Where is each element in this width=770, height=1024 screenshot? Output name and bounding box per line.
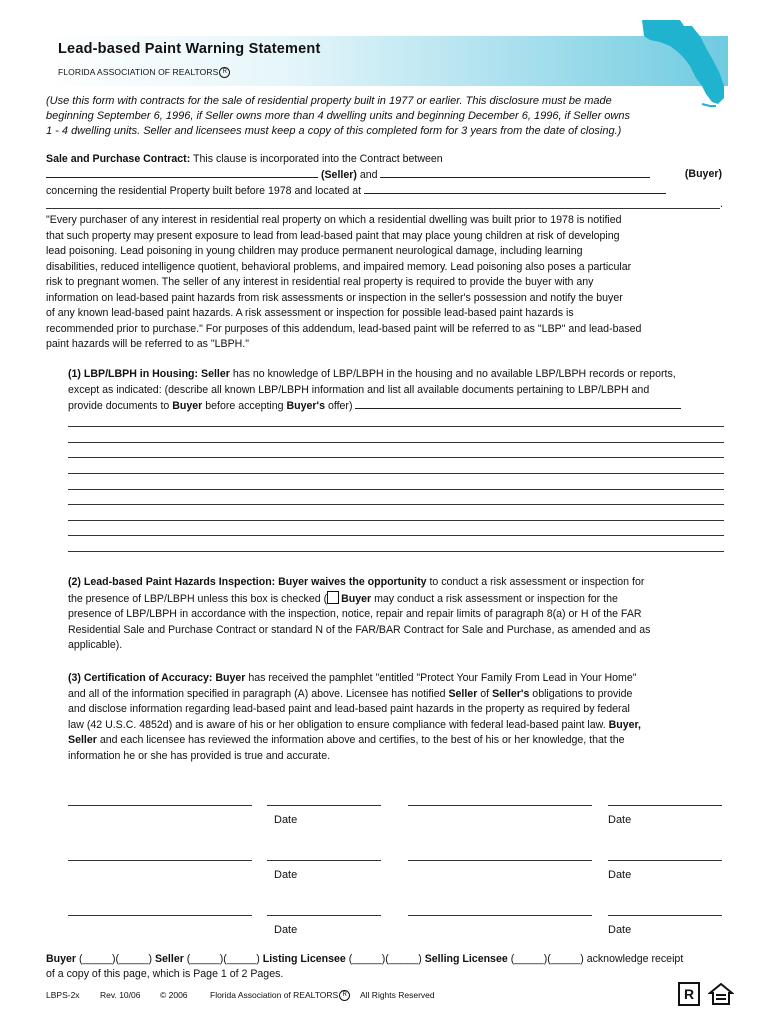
- florida-map-icon: [640, 16, 732, 108]
- initials-field[interactable]: (_____): [115, 953, 153, 965]
- address-continuation-field[interactable]: [46, 208, 720, 209]
- seller-signature-field[interactable]: [408, 805, 592, 806]
- contract-line-1: Sale and Purchase Contract: This clause is incorporated into the Contract between: [46, 153, 443, 165]
- date-label: Date: [274, 924, 298, 936]
- disclosure-line[interactable]: [68, 442, 724, 443]
- initials-field[interactable]: (_____): [78, 953, 116, 965]
- disclosure-line[interactable]: [68, 457, 724, 458]
- date-label: Date: [608, 869, 632, 881]
- rights-reserved: All Rights Reserved: [360, 990, 435, 1000]
- initials-field[interactable]: (_____): [186, 953, 224, 965]
- lbp-disclosure-field[interactable]: [355, 398, 681, 409]
- date-label: Date: [274, 814, 298, 826]
- intro-instructions: (Use this form with contracts for the sale of residential property built in 1977 or earlier. This disclosure must be made beginning September 6, 1996, if Seller owns more than 4 dwelling units and beginning December 6, 1996, if Seller owns 1 - 4 dwelling units. Seller and licensees must keep a copy of this completed form for 3 years from the date of closing.): [46, 95, 630, 137]
- section2-text: (2) Lead-based Paint Hazards Inspection: Buyer waives the opportunity to conduct a risk assessment or inspection for the presence of LBP/LBPH unless this box is checked ( Buyer may conduct a risk assessment or inspection for the presence of LBP/LBPH in accordance with the inspection, notice, repair and repair limits of paragraph 8(a) or H of the FAR Residential Sale and Purchase Contract or standard N of the FAR/BAR Contract for Sale and Purchase, as amended and as applicable).: [68, 576, 651, 651]
- disclosure-line[interactable]: [68, 504, 724, 505]
- contract-line-2: (Seller) and (Buyer): [46, 167, 722, 184]
- disclosure-line[interactable]: [68, 426, 724, 427]
- date-field[interactable]: [608, 805, 722, 806]
- seller-name-field[interactable]: [46, 167, 318, 178]
- buyer-signature-field[interactable]: [68, 805, 252, 806]
- date-label: Date: [274, 869, 298, 881]
- registered-mark-icon: R: [339, 990, 350, 1001]
- form-subtitle: FLORIDA ASSOCIATION OF REALTORS R: [58, 65, 230, 81]
- section1-text: (1) LBP/LBPH in Housing: Seller has no knowledge of LBP/LBPH in the housing and no available LBP/LBPH records or reports, except as indicated: (describe all known LBP/LBPH information and list all available documents pertaining to LBP/LBPH and provide documents to Buyer before accepting Buyer's offer): [68, 367, 681, 415]
- buyer-name-field[interactable]: [380, 167, 650, 178]
- selling-licensee-signature-field[interactable]: [408, 915, 592, 916]
- association-name: Florida Association of REALTORS R: [210, 988, 350, 1004]
- date-field[interactable]: [267, 915, 381, 916]
- form-id: LBPS-2x: [46, 990, 80, 1000]
- registered-mark-icon: R: [219, 67, 230, 78]
- date-label: Date: [608, 924, 632, 936]
- copyright: © 2006: [160, 990, 188, 1000]
- listing-licensee-signature-field[interactable]: [68, 915, 252, 916]
- disclosure-line[interactable]: [68, 520, 724, 521]
- initials-field[interactable]: (_____): [510, 953, 548, 965]
- lead-warning-paragraph: "Every purchaser of any interest in residential real property on which a residential dwelling was built prior to 1978 is notified that such property may present exposure to lead from lead-based paint that may place young children at risk of developing lead poisoning. Lead poisoning in young children may produce permanent neurological damage, including learning disabilities, reduced intelligence quotient, behavioral problems, and impaired memory. Lead poisoning also poses a particular risk to pregnant women. The seller of any interest in residential real property is required to provide the buyer with any information on lead-based paint hazards from risk assessments or inspection in the seller's possession and notify the buyer of any known lead-based paint hazards. A risk assessment or inspection for possible lead-based paint hazards is recommended prior to purchase." For purposes of this addendum, lead-based paint will be referred to as "LBP" and lead-based paint hazards will be referred to as "LBPH.": [46, 214, 642, 350]
- disclosure-line[interactable]: [68, 551, 724, 552]
- date-field[interactable]: [267, 860, 381, 861]
- date-field[interactable]: [608, 860, 722, 861]
- equal-housing-icon: [708, 982, 734, 1006]
- address-period: .: [720, 198, 723, 210]
- initials-field[interactable]: (_____): [348, 953, 386, 965]
- initials-field[interactable]: (_____): [385, 953, 422, 965]
- section3-text: (3) Certification of Accuracy: Buyer has received the pamphlet "entitled "Protect Your Family From Lead in Your Home" and all of the information specified in paragraph (A) above. Licensee has notified Seller of Seller's obligations to provide and disclose information regarding lead-based paint and lead-based paint hazards in the property as required by federal law (42 U.S.C. 4852d) and is aware of his or her obligation to ensure compliance with federal lead-based paint law. Buyer, Seller and each licensee has reviewed the information above and certifies, to the best of his or her knowledge, that the information he or she has provided is true and accurate.: [68, 672, 641, 762]
- initials-acknowledgement: Buyer (_____)(_____) Seller (_____)(_____) Listing Licensee (_____)(_____) Selling Licensee (_____)(_____) acknowledge receipt of a copy of this page, which is Page 1 of 2 Pages.: [46, 953, 684, 980]
- disclosure-line[interactable]: [68, 489, 724, 490]
- buyer-inspection-checkbox[interactable]: [327, 591, 339, 604]
- property-address-field[interactable]: [364, 183, 666, 194]
- initials-field[interactable]: (_____): [547, 953, 584, 965]
- revision: Rev. 10/06: [100, 990, 141, 1000]
- buyer-signature-field[interactable]: [68, 860, 252, 861]
- date-field[interactable]: [608, 915, 722, 916]
- disclosure-line[interactable]: [68, 535, 724, 536]
- initials-field[interactable]: (_____): [223, 953, 260, 965]
- disclosure-line[interactable]: [68, 473, 724, 474]
- realtor-logo-icon: R: [678, 982, 700, 1006]
- contract-line-3: concerning the residential Property built before 1978 and located at: [46, 183, 666, 200]
- seller-signature-field[interactable]: [408, 860, 592, 861]
- date-label: Date: [608, 814, 632, 826]
- date-field[interactable]: [267, 805, 381, 806]
- form-title: Lead-based Paint Warning Statement: [58, 41, 321, 57]
